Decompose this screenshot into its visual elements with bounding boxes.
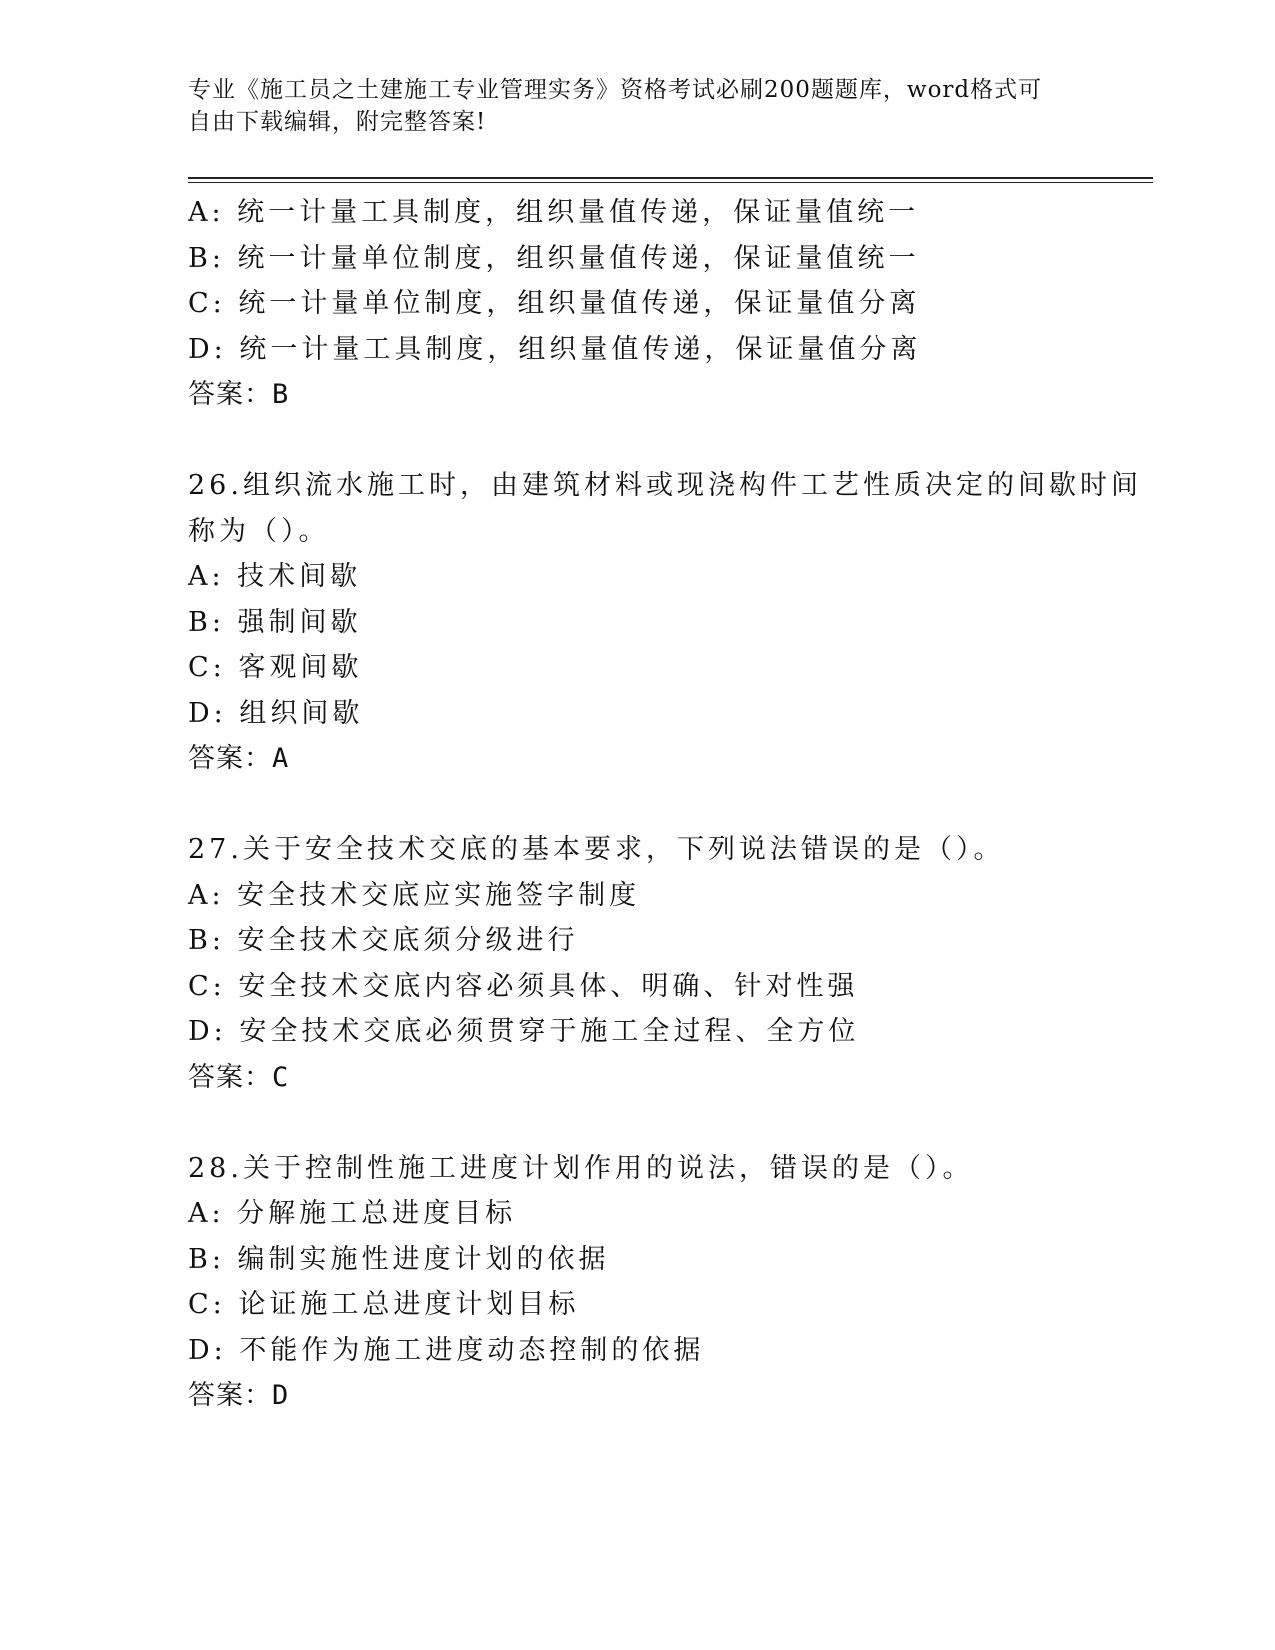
answer-line [188,736,1128,782]
answer-label: 答案： [188,1380,272,1411]
question-26 [188,463,1142,782]
option-a: A: 安全技术交底应实施签字制度 [188,879,641,911]
option-b: B: 统一计量单位制度，组织量值传递，保证量值统一 [188,242,920,274]
option-d: D: 组织间歇 [188,697,364,729]
header-line-1: 专业《施工员之土建施工专业管理实务》资格考试必刷200题题库，word格式可 [188,77,1043,103]
document-header [188,74,1078,138]
answer-line [188,1373,1128,1419]
question-stem: 28.关于控制性施工进度计划作用的说法，错误的是（）。 [188,1152,974,1184]
option-c: C: 安全技术交底内容必须具体、明确、针对性强 [188,970,859,1002]
answer-value: B [272,379,290,410]
spacer [188,782,1128,828]
option-c: C: 统一计量单位制度，组织量值传递，保证量值分离 [188,288,921,319]
option-d: D: 安全技术交底必须贯穿于施工全过程、全方位 [188,1016,860,1047]
spacer [188,1100,1128,1146]
header-divider-thick [188,177,1153,179]
answer-value: C [272,1061,290,1093]
question-stem: 26.组织流水施工时，由建筑材料或现浇构件工艺性质决定的间歇时间 [188,470,1142,501]
question-stem: 27.关于安全技术交底的基本要求，下列说法错误的是（）。 [188,834,1005,865]
answer-label: 答案： [188,1061,272,1093]
spacer [188,418,1128,464]
answer-label: 答案： [188,379,272,410]
answer-line [188,1055,1128,1101]
option-b: B: 编制实施性进度计划的依据 [188,1243,610,1275]
option-b: B: 强制间歇 [188,606,362,638]
answer-value: D [272,1380,290,1411]
question-25-continued [188,190,1128,418]
option-b: B: 安全技术交底须分级进行 [188,925,579,956]
answer-label: 答案： [188,743,272,774]
option-a: A: 统一计量工具制度，组织量值传递，保证量值统一 [188,197,920,228]
question-stem: 称为（）。 [188,515,330,547]
header-divider-thin [188,182,1153,183]
answer-line [188,372,1128,418]
question-28 [188,1146,1128,1419]
option-c: C: 客观间歇 [188,652,363,683]
option-d: D: 统一计量工具制度，组织量值传递，保证量值分离 [188,333,922,365]
question-content [188,190,1142,1419]
option-c: C: 论证施工总进度计划目标 [188,1289,580,1320]
option-a: A: 分解施工总进度目标 [188,1198,517,1229]
question-27 [188,827,1128,1100]
header-line-2: 自由下载编辑，附完整答案! [188,109,487,135]
option-d: D: 不能作为施工进度动态控制的依据 [188,1334,705,1366]
option-a: A: 技术间歇 [188,561,362,592]
answer-value: A [272,743,290,774]
